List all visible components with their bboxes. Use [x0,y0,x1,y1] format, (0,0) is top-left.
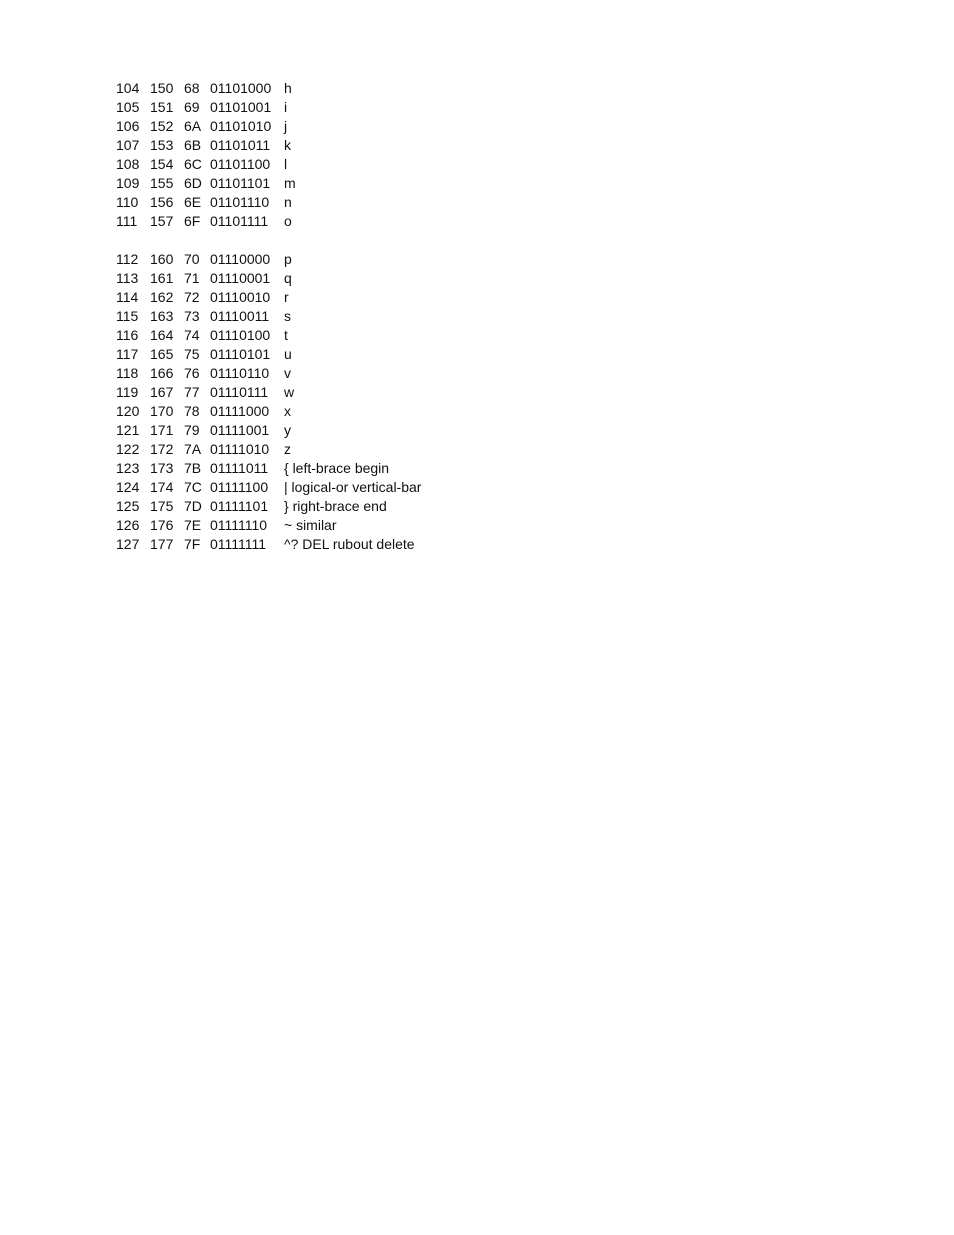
character-cell: o [284,213,292,229]
binary-cell: 01110000 [210,251,271,267]
ascii-table [116,79,421,554]
binary-cell: 01111001 [210,422,270,438]
hex-cell: 6C [184,156,202,172]
character-cell: r [284,289,289,305]
hex-cell: 6E [184,194,202,210]
octal-cell: 157 [150,213,174,229]
octal-cell: 161 [150,270,174,286]
table-row [116,345,421,364]
table-row [116,117,421,136]
character-cell: s [284,308,291,324]
table-row [116,402,421,421]
octal-cell: 172 [150,441,174,457]
binary-cell: 01110011 [210,308,270,324]
character-cell: y [284,422,291,438]
octal-cell: 160 [150,251,174,267]
decimal-cell: 122 [116,441,140,457]
table-row [116,269,421,288]
binary-cell: 01110001 [210,270,271,286]
table-row [116,459,421,478]
decimal-cell: 124 [116,479,140,495]
character-cell: x [284,403,291,419]
character-cell: } right-brace end [284,498,387,514]
decimal-cell: 114 [116,289,139,305]
character-cell: j [284,118,288,134]
binary-cell: 01110111 [210,384,269,400]
table-row [116,364,421,383]
decimal-cell: 118 [116,365,139,381]
table-row [116,136,421,155]
table-row [116,174,421,193]
character-cell: p [284,251,292,267]
octal-cell: 173 [150,460,174,476]
octal-cell: 150 [150,80,174,96]
octal-cell: 156 [150,194,174,210]
character-cell: m [284,175,296,191]
decimal-cell: 121 [116,422,140,438]
decimal-cell: 107 [116,137,140,153]
table-row [116,288,421,307]
hex-cell: 6D [184,175,202,191]
binary-cell: 01110110 [210,365,270,381]
table-row [116,193,421,212]
character-cell: n [284,194,292,210]
hex-cell: 6B [184,137,202,153]
binary-cell: 01110101 [210,346,271,362]
decimal-cell: 120 [116,403,140,419]
binary-cell: 01111101 [210,498,269,514]
character-cell: ~ similar [284,517,337,533]
hex-cell: 79 [184,422,200,438]
table-row [116,383,421,402]
table-row [116,98,421,117]
hex-cell: 7F [184,536,201,552]
decimal-cell: 112 [116,251,139,267]
table-row [116,326,421,345]
decimal-cell: 116 [116,327,139,343]
table-row [116,212,421,231]
binary-cell: 01111110 [210,517,268,533]
character-cell: l [284,156,288,172]
table-row [116,155,421,174]
octal-cell: 151 [150,99,174,115]
character-cell: v [284,365,291,381]
octal-cell: 155 [150,175,174,191]
binary-cell: 01101000 [210,80,272,96]
decimal-cell: 106 [116,118,140,134]
binary-cell: 01111000 [210,403,270,419]
hex-cell: 7B [184,460,202,476]
character-cell: ^? DEL rubout delete [284,536,415,552]
decimal-cell: 108 [116,156,140,172]
table-row [116,250,421,269]
character-cell: i [284,99,288,115]
table-row [116,516,421,535]
hex-cell: 77 [184,384,200,400]
decimal-cell: 115 [116,308,139,324]
decimal-cell: 109 [116,175,140,191]
character-cell: k [284,137,291,153]
decimal-cell: 126 [116,517,140,533]
character-cell: t [284,327,288,343]
hex-cell: 70 [184,251,200,267]
octal-cell: 152 [150,118,174,134]
hex-cell: 76 [184,365,200,381]
hex-cell: 73 [184,308,200,324]
decimal-cell: 111 [116,213,138,229]
octal-cell: 153 [150,137,174,153]
table-row [116,440,421,459]
ascii-group-lowercase-h-to-o [116,79,421,231]
octal-cell: 154 [150,156,174,172]
table-row [116,307,421,326]
binary-cell: 01110010 [210,289,271,305]
binary-cell: 01101010 [210,118,272,134]
table-row [116,478,421,497]
binary-cell: 01111111 [210,536,267,552]
hex-cell: 69 [184,99,200,115]
decimal-cell: 105 [116,99,140,115]
hex-cell: 7E [184,517,202,533]
table-row [116,497,421,516]
hex-cell: 6F [184,213,201,229]
binary-cell: 01101011 [210,137,271,153]
character-cell: u [284,346,292,362]
character-cell: { left-brace begin [284,460,390,476]
character-cell: h [284,80,292,96]
octal-cell: 163 [150,308,174,324]
decimal-cell: 123 [116,460,140,476]
table-row [116,421,421,440]
character-cell: z [284,441,291,457]
hex-cell: 7C [184,479,202,495]
ascii-group-lowercase-p-to-del [116,250,421,554]
binary-cell: 01111010 [210,441,270,457]
octal-cell: 164 [150,327,174,343]
octal-cell: 174 [150,479,174,495]
decimal-cell: 110 [116,194,139,210]
octal-cell: 166 [150,365,174,381]
binary-cell: 01111100 [210,479,269,495]
hex-cell: 74 [184,327,200,343]
decimal-cell: 119 [116,384,139,400]
binary-cell: 01111011 [210,460,269,476]
octal-cell: 176 [150,517,174,533]
hex-cell: 75 [184,346,200,362]
hex-cell: 68 [184,80,200,96]
binary-cell: 01101001 [210,99,272,115]
hex-cell: 7D [184,498,202,514]
hex-cell: 71 [184,270,200,286]
table-row [116,535,421,554]
octal-cell: 171 [150,422,174,438]
binary-cell: 01101111 [210,213,269,229]
binary-cell: 01101110 [210,194,270,210]
octal-cell: 175 [150,498,174,514]
binary-cell: 01110100 [210,327,271,343]
octal-cell: 170 [150,403,174,419]
hex-cell: 6A [184,118,202,134]
character-cell: w [284,384,295,400]
octal-cell: 165 [150,346,174,362]
octal-cell: 167 [150,384,174,400]
decimal-cell: 104 [116,80,140,96]
binary-cell: 01101100 [210,156,271,172]
binary-cell: 01101101 [210,175,271,191]
table-row [116,79,421,98]
decimal-cell: 113 [116,270,139,286]
hex-cell: 72 [184,289,200,305]
decimal-cell: 117 [116,346,139,362]
octal-cell: 177 [150,536,174,552]
hex-cell: 7A [184,441,202,457]
octal-cell: 162 [150,289,174,305]
hex-cell: 78 [184,403,200,419]
decimal-cell: 125 [116,498,140,514]
character-cell: | logical-or vertical-bar [284,479,422,495]
decimal-cell: 127 [116,536,140,552]
character-cell: q [284,270,292,286]
